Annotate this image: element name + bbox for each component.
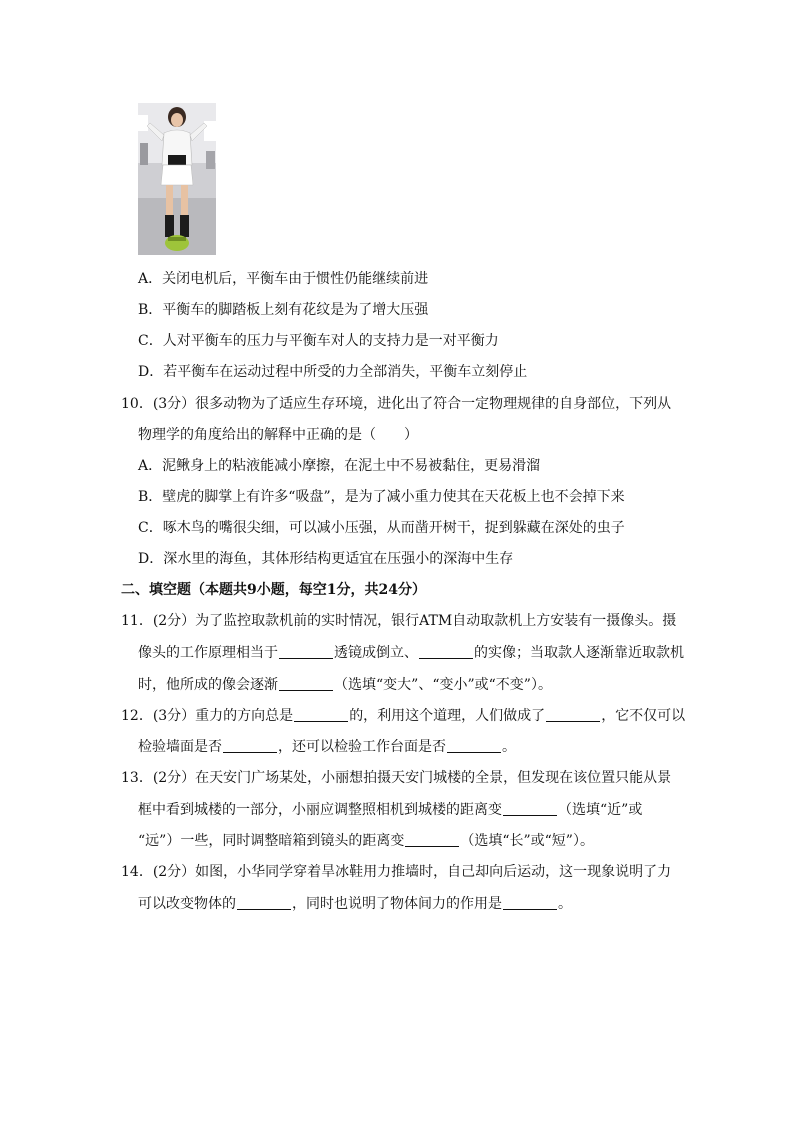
q12-blank-1[interactable] bbox=[294, 707, 348, 722]
q10-option-d: D．深水里的海鱼，其体形结构更适宜在压强小的深海中生存 bbox=[138, 551, 514, 567]
q12-text-c: ，它不仅可以 bbox=[601, 708, 686, 724]
q9-option-a: A．关闭电机后，平衡车由于惯性仍能继续前进 bbox=[138, 271, 429, 287]
q12-text-f: 。 bbox=[502, 739, 516, 755]
q11-text-a: 像头的工作原理相当于 bbox=[138, 645, 278, 661]
q14-text-c: 。 bbox=[558, 896, 572, 912]
q13-text-a: 框中看到城楼的一部分，小丽应调整照相机到城楼的距离变 bbox=[138, 802, 502, 818]
q12-text-b: 的，利用这个道理，人们做成了 bbox=[349, 708, 546, 724]
q11-blank-2[interactable] bbox=[419, 644, 473, 659]
q12-blank-4[interactable] bbox=[447, 738, 501, 753]
q10-option-b: B．壁虎的脚掌上有许多“吸盘”，是为了减小重力使其在天花板上也不会掉下来 bbox=[138, 489, 625, 505]
q14-line1: 14．(2分）如图，小华同学穿着旱冰鞋用力推墙时，自己却向后运动，这一现象说明了力 bbox=[121, 864, 672, 880]
q12-text-a: 12．(3分）重力的方向总是 bbox=[121, 708, 294, 724]
q14-text-b: ，同时也说明了物体间力的作用是 bbox=[292, 896, 502, 912]
q13-blank-1[interactable] bbox=[503, 801, 557, 816]
q12-blank-3[interactable] bbox=[223, 738, 277, 753]
q13-line1: 13．(2分）在天安门广场某处，小丽想拍摄天安门城楼的全景，但发现在该位置只能从景 bbox=[121, 770, 672, 786]
q11-blank-1[interactable] bbox=[279, 644, 333, 659]
q12-text-d: 检验墙面是否 bbox=[138, 739, 222, 755]
q13-text-c: “远”）一些，同时调整暗箱到镜头的距离变 bbox=[138, 833, 405, 849]
q11-text-c: 的实像；当取款人逐渐靠近取款机 bbox=[474, 645, 684, 661]
q9-option-b: B．平衡车的脚踏板上刻有花纹是为了增大压强 bbox=[138, 302, 429, 318]
q12-line2 bbox=[138, 737, 516, 757]
q13-blank-2[interactable] bbox=[405, 832, 459, 847]
q10-stem-line2: 物理学的角度给出的解释中正确的是（ ） bbox=[138, 427, 418, 443]
q10-option-c: C．啄木鸟的嘴很尖细，可以减小压强，从而凿开树干，捉到躲藏在深处的虫子 bbox=[138, 520, 625, 536]
q14-blank-2[interactable] bbox=[503, 895, 557, 910]
q13-line3 bbox=[138, 831, 594, 851]
balance-car-photo bbox=[138, 103, 216, 255]
q14-line2 bbox=[138, 894, 572, 914]
q14-text-a: 可以改变物体的 bbox=[138, 896, 236, 912]
section-fill-in-title: 二、填空题（本题共9小题，每空1分，共24分） bbox=[121, 582, 426, 598]
q12-text-e: ，还可以检验工作台面是否 bbox=[278, 739, 446, 755]
q10-option-a: A．泥鳅身上的粘液能减小摩擦，在泥土中不易被黏住，更易滑溜 bbox=[138, 458, 541, 474]
q13-line2 bbox=[138, 800, 642, 820]
q11-text-d: 时，他所成的像会逐渐 bbox=[138, 677, 278, 693]
q12-blank-2[interactable] bbox=[546, 707, 600, 722]
q11-blank-3[interactable] bbox=[279, 676, 333, 691]
q11-line2 bbox=[138, 643, 684, 663]
q13-text-d: （选填“长”或“短”）。 bbox=[460, 833, 594, 849]
q11-line3 bbox=[138, 675, 552, 695]
balance-car-illustration bbox=[138, 103, 216, 255]
q11-line1: 11．(2分）为了监控取款机前的实时情况，银行ATM自动取款机上方安装有一摄像头。摄 bbox=[121, 613, 677, 629]
q12-line1 bbox=[121, 706, 685, 726]
q11-text-b: 透镜成倒立、 bbox=[334, 645, 418, 661]
q11-text-e: （选填“变大”、“变小”或“不变”）。 bbox=[334, 677, 552, 693]
q13-text-b: （选填“近”或 bbox=[558, 802, 643, 818]
q9-option-c: C．人对平衡车的压力与平衡车对人的支持力是一对平衡力 bbox=[138, 333, 499, 349]
q14-blank-1[interactable] bbox=[237, 895, 291, 910]
q10-stem-line1: 10．(3分）很多动物为了适应生存环境，进化出了符合一定物理规律的自身部位，下列从 bbox=[121, 396, 672, 412]
q9-option-d: D．若平衡车在运动过程中所受的力全部消失，平衡车立刻停止 bbox=[138, 364, 528, 380]
